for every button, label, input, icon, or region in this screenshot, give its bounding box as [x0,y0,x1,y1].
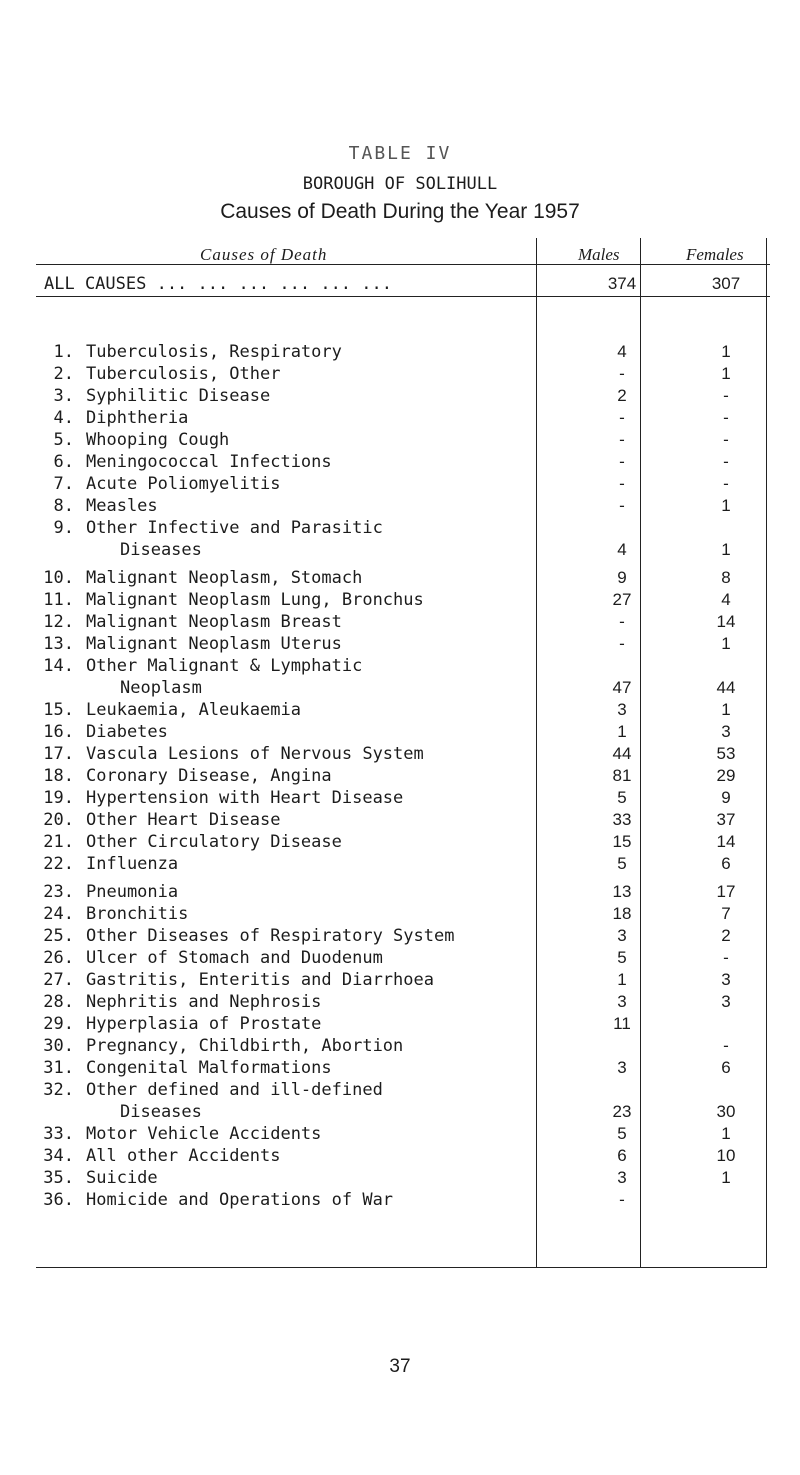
table-row [36,364,770,386]
table-row [36,474,770,496]
cause-label: Diseases [120,1102,202,1122]
column-header-cause: Causes of Death [200,245,328,264]
cause-label: All other Accidents [86,1146,281,1166]
table-row [36,992,770,1014]
row-number: 7. [53,474,74,494]
row-number: 19. [43,788,74,808]
row-number: 28. [43,992,74,1012]
females-count: 1 [721,634,731,653]
row-number: 17. [43,744,74,764]
cause-label: Diphtheria [86,408,189,428]
males-count: - [619,430,625,449]
females-count: 1 [721,540,731,559]
females-count: 1 [721,364,731,383]
cause-label: Nephritis and Nephrosis [86,992,322,1012]
cause-label: Congenital Malformations [86,1058,332,1078]
females-count: - [723,1036,729,1055]
females-count: 2 [721,926,731,945]
cause-label: Other defined and ill-defined [86,1080,383,1100]
females-count: 8 [721,568,731,587]
borough-title: BOROUGH OF SOLIHULL [302,174,498,194]
cause-label: Meningococcal Infections [86,452,332,472]
females-count: 1 [721,496,731,515]
table-row [36,518,770,540]
table-row [36,904,770,926]
males-count: 5 [617,854,627,873]
females-count: - [723,474,729,493]
females-count: 29 [716,766,736,785]
row-number: 33. [43,1124,74,1144]
males-count: 3 [617,700,627,719]
males-count: - [619,408,625,427]
females-count: - [723,408,729,427]
row-number: 2. [53,364,74,384]
males-count: - [619,612,625,631]
row-number: 26. [43,948,74,968]
females-count: 9 [721,788,731,807]
table-row [36,430,770,452]
table-row [36,496,770,518]
table-row [36,1146,770,1168]
males-count: 9 [617,568,627,587]
row-number: 11. [43,590,74,610]
row-number: 4. [53,408,74,428]
cause-label: Vascula Lesions of Nervous System [86,744,424,764]
males-count: 1 [617,722,627,741]
males-count: 5 [617,788,627,807]
cause-label: Pregnancy, Childbirth, Abortion [86,1036,404,1056]
males-count: - [619,634,625,653]
all-causes-label: ALL CAUSES ... ... ... ... ... ... [44,274,392,294]
males-count: 81 [612,766,632,785]
females-count: 3 [721,970,731,989]
table-row [36,926,770,948]
table-row [36,948,770,970]
females-count: 3 [721,722,731,741]
females-count: - [723,386,729,405]
table-row [36,540,770,562]
table-row [36,766,770,788]
row-number: 5. [53,430,74,450]
cause-label: Other Diseases of Respiratory System [86,926,455,946]
table-row [36,1190,770,1212]
all-causes-females: 307 [711,274,741,293]
cause-label: Gastritis, Enteritis and Diarrhoea [86,970,434,990]
row-number: 10. [43,568,74,588]
cause-label: Pneumonia [86,882,179,902]
cause-label: Other Circulatory Disease [86,832,342,852]
row-number: 30. [43,1036,74,1056]
all-causes-divider [36,296,770,297]
row-number: 34. [43,1146,74,1166]
females-count: 7 [721,904,731,923]
page-title: Causes of Death During the Year 1957 [220,200,580,223]
males-count: 18 [612,904,632,923]
females-count: 1 [721,700,731,719]
table-row [36,342,770,364]
table-bottom-rule [36,1267,766,1268]
table-row [36,1014,770,1036]
males-count: 6 [617,1146,627,1165]
row-number: 21. [43,832,74,852]
cause-label: Whooping Cough [86,430,230,450]
cause-label: Other Heart Disease [86,810,281,830]
table-row [36,590,770,612]
females-count: 17 [716,882,736,901]
females-count: 37 [716,810,736,829]
table-row [36,744,770,766]
row-number: 14. [43,656,74,676]
table-row [36,854,770,876]
table-row [36,1080,770,1102]
table-label: TABLE IV [348,143,452,164]
table-row [36,408,770,430]
table-row [36,788,770,810]
cause-label: Homicide and Operations of War [86,1190,394,1210]
row-number: 36. [43,1190,74,1210]
cause-label: Neoplasm [120,678,202,698]
page-number: 37 [389,1356,411,1377]
row-number: 8. [53,496,74,516]
cause-label: Suicide [86,1168,158,1188]
table-row [36,970,770,992]
cause-label: Malignant Neoplasm Breast [86,612,342,632]
table-row [36,1168,770,1190]
row-number: 32. [43,1080,74,1100]
cause-label: Ulcer of Stomach and Duodenum [86,948,383,968]
cause-label: Malignant Neoplasm Lung, Bronchus [86,590,424,610]
males-count: 4 [617,342,627,361]
row-number: 25. [43,926,74,946]
row-number: 23. [43,882,74,902]
females-count: 30 [716,1102,736,1121]
row-number: 31. [43,1058,74,1078]
males-count: 3 [617,1168,627,1187]
males-count: - [619,496,625,515]
table-row [36,568,770,590]
row-number: 15. [43,700,74,720]
males-count: - [619,474,625,493]
males-count: 11 [613,1014,631,1033]
cause-label: Influenza [86,854,179,874]
cause-label: Malignant Neoplasm, Stomach [86,568,363,588]
females-count: 14 [716,612,736,631]
males-count: 27 [612,590,632,609]
row-number: 9. [53,518,74,538]
females-count: 10 [716,1146,736,1165]
females-count: 1 [721,1168,731,1187]
males-count: - [619,364,625,383]
cause-label: Syphilitic Disease [86,386,271,406]
males-count: 4 [617,540,627,559]
cause-label: Hypertension with Heart Disease [86,788,404,808]
males-count: 3 [617,1058,627,1077]
table-row [36,656,770,678]
table-row [36,452,770,474]
males-count: 2 [617,386,627,405]
table-row [36,1036,770,1058]
row-number: 12. [43,612,74,632]
table-row [36,832,770,854]
row-number: 24. [43,904,74,924]
table-row [36,1102,770,1124]
cause-label: Diseases [120,540,202,560]
females-count: 4 [721,590,731,609]
females-count: 14 [716,832,736,851]
table-row [36,1058,770,1080]
row-number: 29. [43,1014,74,1034]
males-count: 3 [617,926,627,945]
females-count: 1 [721,342,731,361]
males-count: 33 [612,810,632,829]
row-number: 35. [43,1168,74,1188]
males-count: 3 [617,992,627,1011]
table-row [36,810,770,832]
females-count: 6 [721,1058,731,1077]
row-number: 20. [43,810,74,830]
table-row [36,634,770,656]
cause-label: Other Malignant & Lymphatic [86,656,363,676]
females-count: - [723,948,729,967]
females-count: 44 [716,678,736,697]
cause-label: Tuberculosis, Other [86,364,281,384]
row-number: 6. [53,452,74,472]
females-count: 3 [721,992,731,1011]
row-number: 22. [43,854,74,874]
males-count: 15 [612,832,632,851]
row-number: 1. [53,342,74,362]
males-count: 44 [612,744,632,763]
males-count: 47 [612,678,632,697]
header-divider [36,264,770,265]
table-row [36,700,770,722]
males-count: 23 [612,1102,632,1121]
males-count: 5 [617,948,627,967]
column-header-females: Females [686,245,744,264]
cause-label: Malignant Neoplasm Uterus [86,634,342,654]
females-count: 6 [721,854,731,873]
row-number: 27. [43,970,74,990]
males-count: - [619,1190,625,1209]
cause-label: Tuberculosis, Respiratory [86,342,342,362]
all-causes-males: 374 [607,274,637,293]
table-row [36,1124,770,1146]
cause-label: Acute Poliomyelitis [86,474,281,494]
cause-label: Diabetes [86,722,168,742]
males-count: 5 [617,1124,627,1143]
cause-label: Hyperplasia of Prostate [86,1014,322,1034]
column-header-males: Males [578,245,620,264]
females-count: 1 [721,1124,731,1143]
males-count: - [619,452,625,471]
cause-label: Coronary Disease, Angina [86,766,332,786]
cause-label: Leukaemia, Aleukaemia [86,700,301,720]
row-number: 18. [43,766,74,786]
cause-label: Measles [86,496,158,516]
females-count: 53 [716,744,736,763]
cause-label: Bronchitis [86,904,189,924]
table-row [36,882,770,904]
table-row [36,612,770,634]
females-count: - [723,430,729,449]
row-number: 3. [53,386,74,406]
males-count: 1 [617,970,627,989]
males-count: 13 [612,882,632,901]
row-number: 16. [43,722,74,742]
cause-label: Motor Vehicle Accidents [86,1124,322,1144]
table-row [36,386,770,408]
table-row [36,678,770,700]
table-row [36,722,770,744]
row-number: 13. [43,634,74,654]
females-count: - [723,452,729,471]
cause-label: Other Infective and Parasitic [86,518,383,538]
